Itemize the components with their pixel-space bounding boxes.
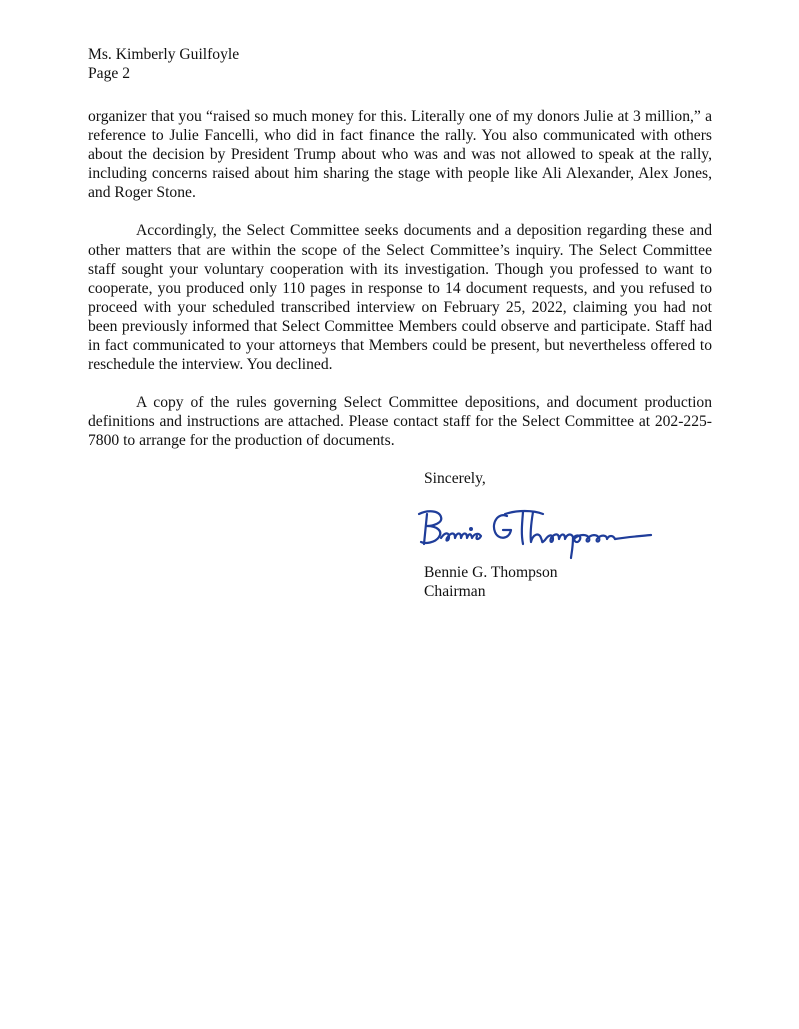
closing-salutation: Sincerely,	[424, 470, 486, 487]
signatory-block	[424, 563, 724, 601]
handwritten-signature	[405, 500, 655, 562]
paragraph-rules-contact: A copy of the rules governing Select Committee depositions, and document production definitions and instructions are attached. Please contact staff for the Select Committee at 202-225-7800 to arrange for the production of documents.	[88, 394, 712, 450]
signature-drawing	[405, 500, 655, 562]
signatory-name: Bennie G. Thompson	[424, 564, 558, 581]
letter-body	[88, 107, 712, 470]
letter-header	[88, 45, 488, 83]
recipient-name: Ms. Kimberly Guilfoyle	[88, 46, 240, 63]
paragraph-documents-deposition: Accordingly, the Select Committee seeks documents and a deposition regarding these and other matters that are within the scope of the Select Committee’s inquiry. The Select Committee staff sought your voluntary cooperation with its investigation. Though you professed to want to cooperate, you produced only 110 pages in response to 14 document requests, and you refused to proceed with your scheduled transcribed interview on February 25, 2022, claiming you had not been previously informed that Select Committee Members could observe and participate. Staff had in fact communicated to your attorneys that Members could be present, but nevertheless offered to reschedule the interview. You declined.	[88, 222, 712, 374]
page-number: Page 2	[88, 65, 131, 83]
paragraph-continuation: organizer that you “raised so much money for this. Literally one of my donors Julie at 3 million,” a reference to Julie Fancelli, who did in fact finance the rally. You also communicated with others about the decision by President Trump about who was and was not allowed to speak at the rally, including concerns raised about him sharing the stage with people like Ali Alexander, Alex Jones, and Roger Stone.	[88, 108, 712, 202]
signatory-title: Chairman	[424, 583, 486, 601]
